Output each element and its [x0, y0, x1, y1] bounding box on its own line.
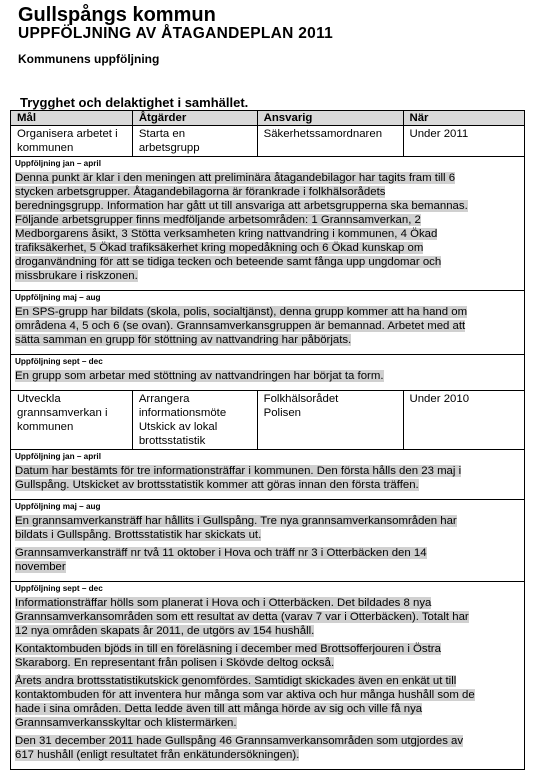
followup-text: trafiksäkerhet, 5 Ökad trafiksäkerhet kring mopedåkning och 6 Ökad kunskap om [15, 242, 424, 254]
followup-text: 617 hushåll (enligt resultatet från enkätundersökningen). [15, 749, 300, 761]
action-line: Starta en [138, 128, 186, 140]
followup-paragraph [15, 171, 520, 283]
column-header-mal: Mål [11, 111, 133, 126]
followup-cell [11, 450, 525, 500]
followup-cell [11, 291, 525, 355]
responsible-line: Säkerhetssamordnaren [263, 128, 383, 140]
followup-paragraph [15, 674, 520, 730]
followup-text: Gullspång. Utskicket av brottsstatistik kommer att göras innan den första träffen. [15, 479, 419, 491]
followup-row [11, 157, 525, 291]
followup-label: Uppföljning sept – dec [15, 584, 103, 593]
table-header-row [11, 111, 525, 126]
followup-text: En grupp som arbetar med stöttning av nattvandringen har börjat ta form. [15, 370, 384, 382]
followup-label: Uppföljning sept – dec [15, 357, 103, 366]
followup-paragraph [15, 734, 520, 762]
followup-text: Grannsamverkansträff nr två 11 oktober i Hova och träff nr 3 i Otterbäcken den 14 [15, 547, 427, 559]
goal-line: Organisera arbetet i [17, 128, 118, 140]
followup-text: Denna punkt är klar i den meningen att preliminära åtagandebilagor har tagits fram till 6 [15, 172, 456, 184]
followup-text: Den 31 december 2011 hade Gullspång 46 Grannsamverkansområden som utgjordes av [15, 735, 464, 747]
plan-subtitle: Kommunens uppföljning [18, 52, 160, 66]
followup-text: Grannsamverkansskyltar och klistermärken. [15, 717, 237, 729]
followup-cell [11, 500, 525, 582]
section-title: Trygghet och delaktighet i samhället. [20, 95, 249, 110]
followup-text: En SPS-grupp har bildats (skola, polis, socialtjänst), denna grupp kommer att ha hand om [15, 306, 468, 318]
action-line: arbetsgrupp [138, 142, 200, 154]
goal-line: kommunen [17, 142, 74, 154]
goal-cell [11, 391, 133, 450]
followup-text: hade i sina områden. Detta ledde även till att många hörde av sig och ville få nya [15, 703, 423, 715]
followup-text: Medborgarens åsikt, 3 Stötta verksamheten kring nattvandring i kommunen, 4 Ökad [15, 228, 438, 240]
when-cell: Under 2011 [403, 126, 525, 157]
goal-row [11, 126, 525, 157]
followup-paragraph [15, 546, 520, 574]
action-line: brottsstatistik [138, 435, 206, 447]
action-line: Utskick av lokal [138, 421, 218, 433]
goal-line: grannsamverkan i [17, 407, 108, 419]
followup-text: Grannsamverkansområden som ett resultat av detta (varav 7 var i Otterbäcken). Totalt har [15, 611, 469, 623]
goal-line: kommunen [17, 421, 74, 433]
actions-cell [132, 126, 257, 157]
followup-label: Uppföljning maj – aug [15, 502, 101, 511]
followup-paragraph [15, 596, 520, 638]
goal-cell [11, 126, 133, 157]
column-header-ansvarig: Ansvarig [257, 111, 403, 126]
followup-text: sätta samman en grupp för stöttning av nattvandring har påbörjats. [15, 334, 352, 346]
followup-text: kontaktombuden för att inventera hur många som var aktiva och hur många hushåll som de [15, 689, 475, 701]
followup-cell [11, 157, 525, 291]
followup-cell [11, 582, 525, 770]
column-header-atgarder: Åtgärder [132, 111, 257, 126]
followup-text: Årets andra brottsstatistikutskick genomfördes. Samtidigt skickades även en enkät ut till [15, 675, 457, 687]
followup-label: Uppföljning maj – aug [15, 293, 101, 302]
followup-text: bildats i Gullspång. Brottsstatistik har skickats ut. [15, 529, 262, 541]
followup-text: Följande arbetsgrupper finns medföljande arbetsområden: 1 Grannsamverkan, 2 [15, 214, 421, 226]
followup-paragraph [15, 514, 520, 542]
followup-paragraph [15, 642, 520, 670]
when-cell: Under 2010 [403, 391, 525, 450]
followup-row [11, 450, 525, 500]
goal-row [11, 391, 525, 450]
action-line: Arrangera [138, 393, 190, 405]
action-line: informationsmöte [138, 407, 227, 419]
goal-line: Utveckla [17, 393, 61, 405]
plan-title: UPPFÖLJNING AV ÅTAGANDEPLAN 2011 [18, 25, 334, 42]
followup-text: beredningsgrupp. Information har gått ut till ansvariga att arbetsgrupperna ska bemannas. [15, 200, 468, 212]
followup-text: områdena 4, 5 och 6 (se ovan). Grannsamverkansgruppen är bemannad. Arbetet med att [15, 320, 466, 332]
followup-text: Datum har bestämts för tre informationsträffar i kommunen. Den första hålls den 23 maj i [15, 465, 462, 477]
column-header-nar: När [403, 111, 525, 126]
municipality-name: Gullspångs kommun [18, 4, 216, 26]
followup-paragraph [15, 305, 520, 347]
followup-row [11, 291, 525, 355]
followup-row [11, 582, 525, 770]
followup-row [11, 500, 525, 582]
followup-text: Kontaktombuden bjöds in till en föreläsning i december med Brottsofferjouren i Östra [15, 643, 441, 655]
responsible-line: Polisen [263, 407, 301, 419]
followup-text: 12 nya områden skapats år 2011, de utgörs av 154 hushåll. [15, 625, 315, 637]
followup-cell [11, 355, 525, 391]
actions-cell [132, 391, 257, 450]
followup-text: Informationsträffar hölls som planerat i Hova och i Otterbäcken. Det bildades 8 nya [15, 597, 432, 609]
responsible-cell [257, 391, 403, 450]
followup-label: Uppföljning jan – april [15, 452, 101, 461]
followup-label: Uppföljning jan – april [15, 159, 101, 168]
followup-paragraph [15, 464, 520, 492]
responsible-line: Folkhälsorådet [263, 393, 339, 405]
responsible-cell [257, 126, 403, 157]
followup-text: missbrukare i riskzonen. [15, 270, 138, 282]
followup-text: november [15, 561, 66, 573]
followup-text: droganvändning för att se tidiga tecken och beteende samt fånga upp ungdomar och [15, 256, 442, 268]
followup-text: Skaraborg. En representant från polisen i Skövde deltog också. [15, 657, 335, 669]
followup-text: En grannsamverkansträff har hållits i Gullspång. Tre nya grannsamverkansområden har [15, 515, 457, 527]
followup-text: stycken arbetsgrupper. Åtagandebilagorna är förankrade i folkhälsorådets [15, 186, 386, 198]
followup-row [11, 355, 525, 391]
followup-paragraph [15, 369, 520, 383]
plan-table [10, 110, 525, 770]
